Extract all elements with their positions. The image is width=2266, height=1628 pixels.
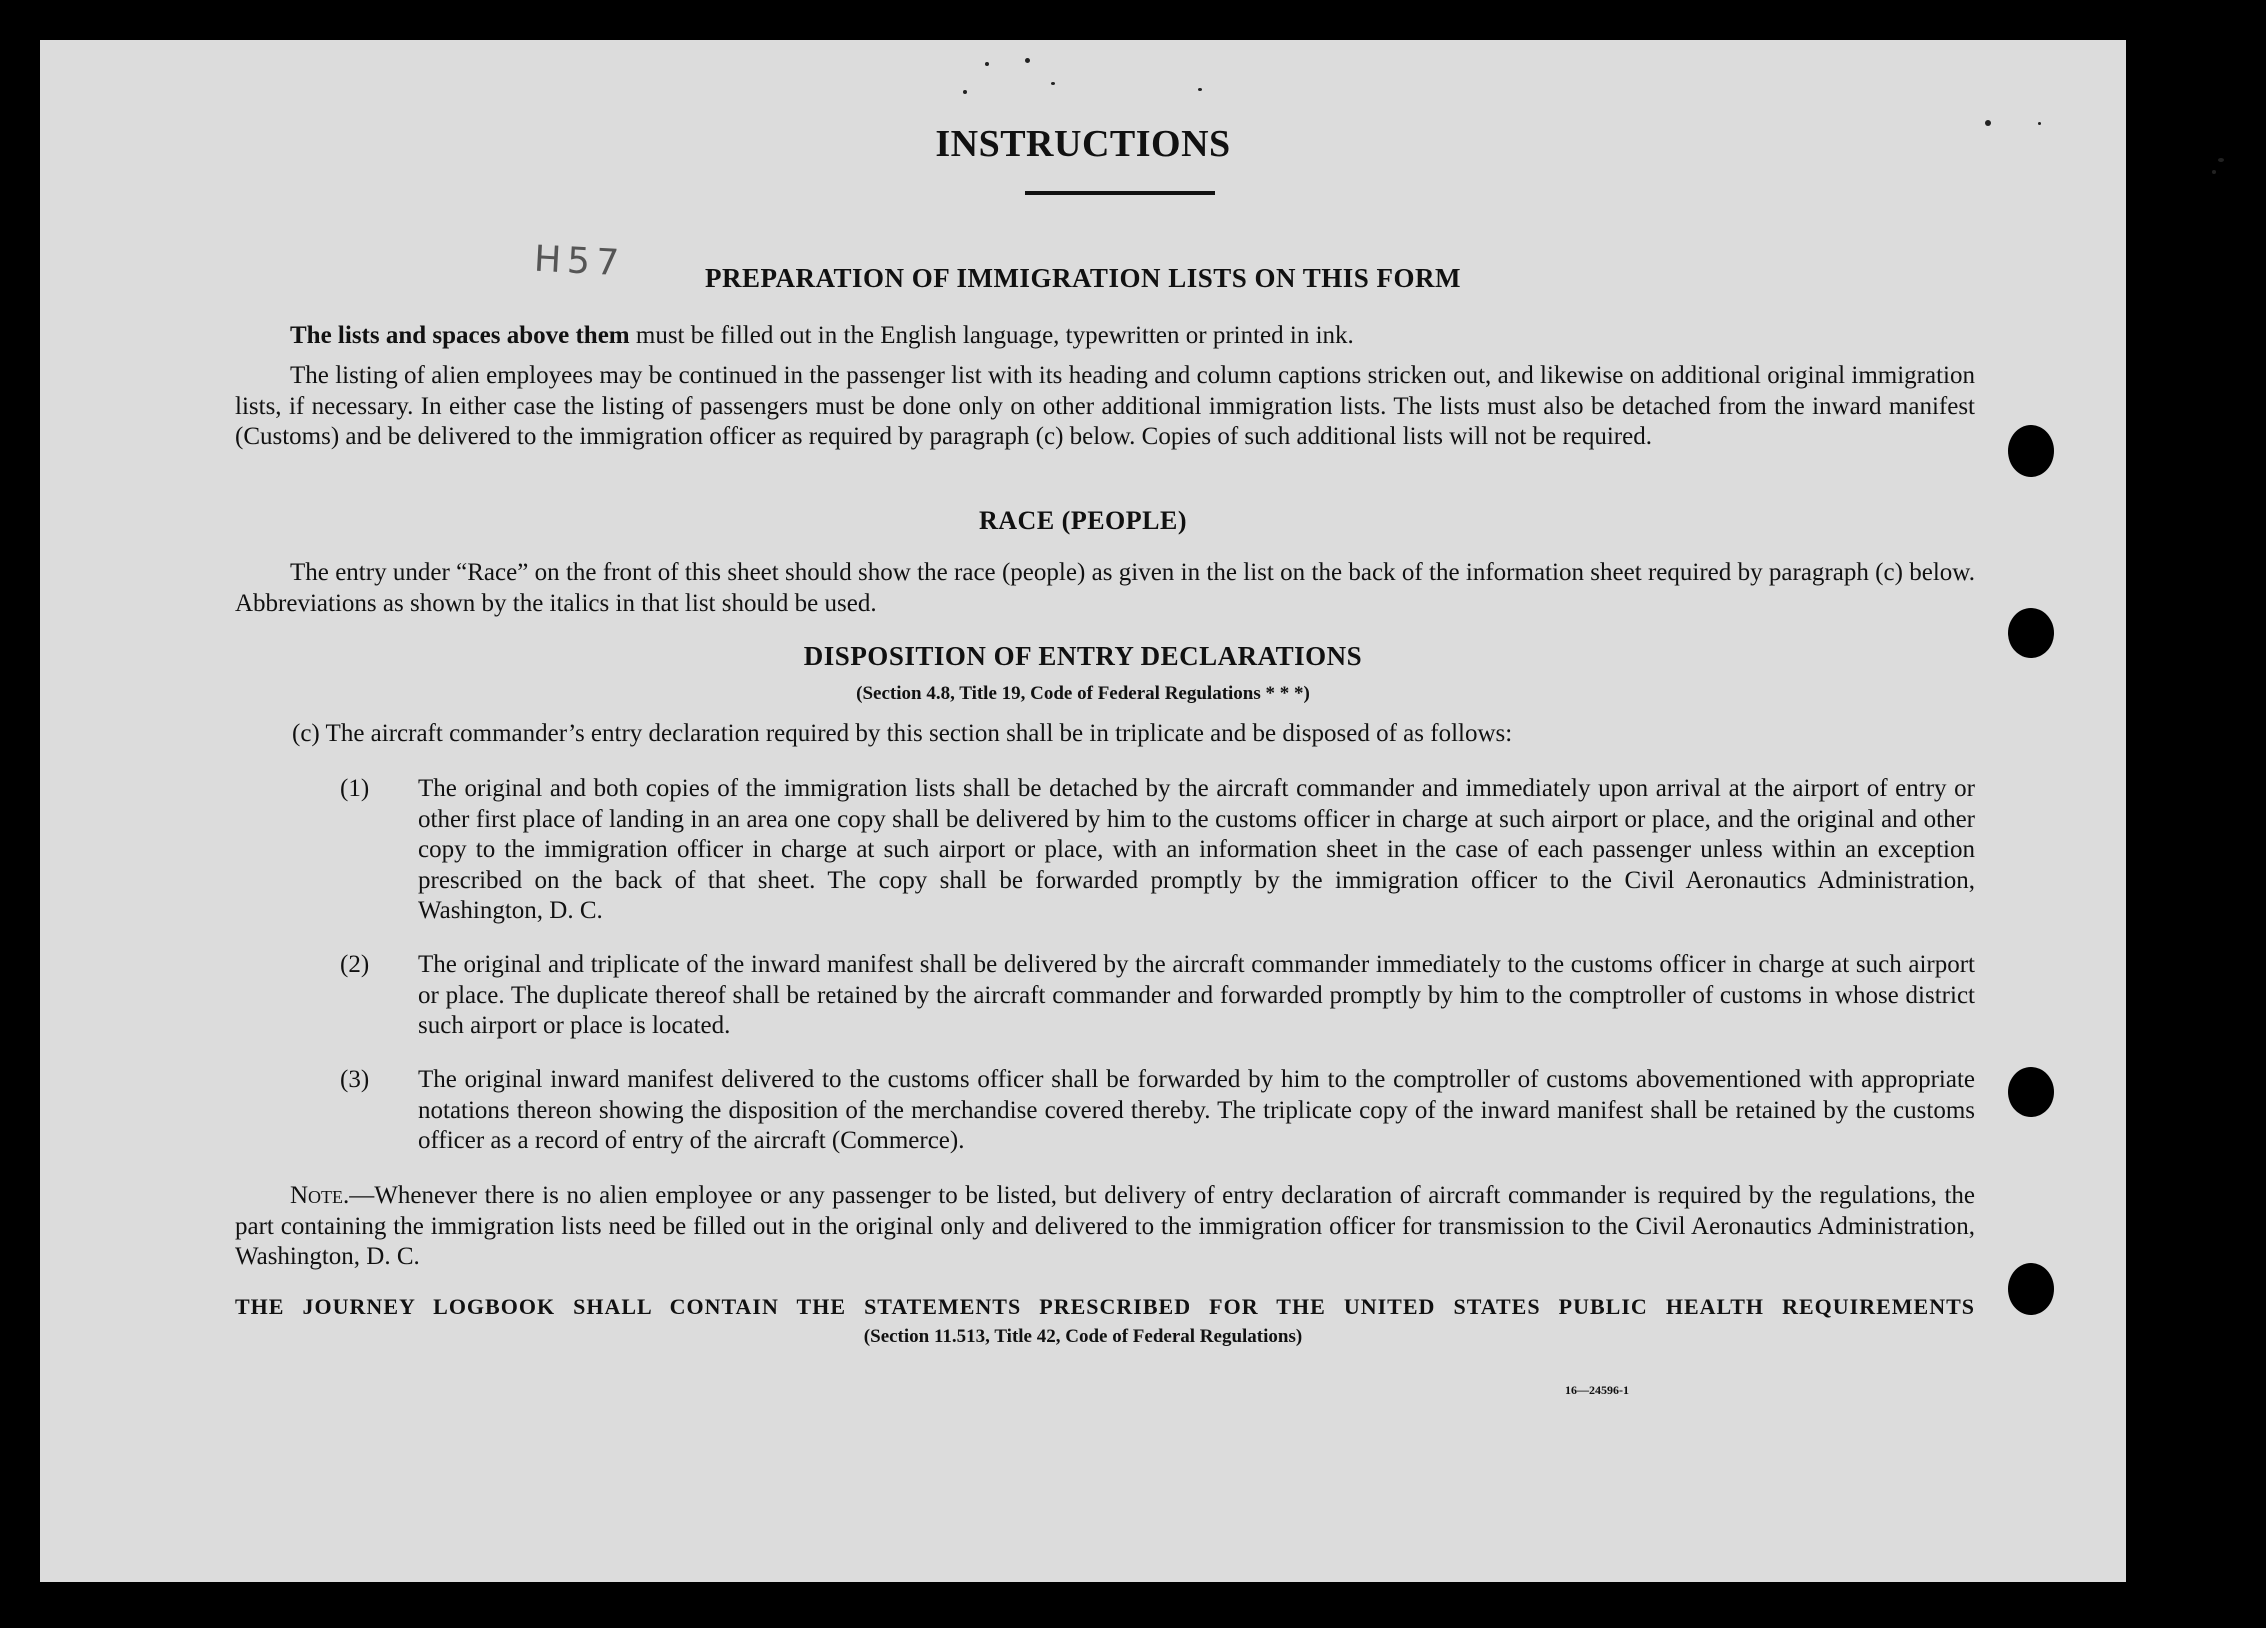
footer-statement: THE JOURNEY LOGBOOK SHALL CONTAIN THE STATEMENTS PRESCRIBED FOR THE UNITED STATES PUBLIC HEALTH REQUIREMENTS bbox=[235, 1294, 1975, 1319]
scan-speck bbox=[2038, 122, 2041, 125]
scan-speck bbox=[985, 62, 989, 66]
preparation-paragraph-1-rest: must be filled out in the English language, typewritten or printed in ink. bbox=[629, 322, 1354, 349]
disposition-heading: DISPOSITION OF ENTRY DECLARATIONS bbox=[803, 641, 1363, 671]
scan-speck bbox=[1985, 120, 1991, 126]
scan-speck bbox=[2212, 170, 2216, 174]
handwritten-mark: H57 bbox=[532, 238, 626, 285]
scan-speck bbox=[1025, 58, 1030, 63]
document-page bbox=[40, 40, 2126, 1582]
item-text: The original and both copies of the immigration lists shall be detached by the aircraft commander and immediately upon arrival at the airport of entry or other first place of landing in an area one copy shall be delivered by him to the customs officer in charge at such airport or place, and the original and other copy to the immigration officer in charge at such airport or place, with an information sheet in the case of each passenger unless within an exception prescribed on the back of that sheet. The copy shall be forwarded promptly by the immigration officer to the Civil Aeronautics Administration, Washington, D. C. bbox=[418, 775, 1975, 924]
page-title: INSTRUCTIONS bbox=[935, 123, 1231, 165]
item-text: The original and triplicate of the inward manifest shall be delivered by the aircraft commander immediately to the customs officer in charge at such airport or place. The duplicate thereof shall be retained by the aircraft commander and forwarded promptly by him to the comptroller of customs in whose district such airport or place is located. bbox=[418, 951, 1975, 1039]
preparation-paragraph-1 bbox=[290, 321, 1990, 352]
disposition-item-1 bbox=[340, 774, 1975, 927]
disposition-item-2 bbox=[340, 950, 1975, 1042]
punch-hole bbox=[2008, 1067, 2054, 1117]
scan-speck bbox=[1198, 88, 1202, 91]
item-number: (3) bbox=[340, 1066, 370, 1093]
scan-speck bbox=[963, 90, 967, 94]
item-number: (1) bbox=[340, 775, 370, 802]
item-number: (2) bbox=[340, 951, 370, 978]
item-text: The original inward manifest delivered to the customs officer shall be forwarded by him to the comptroller of customs abovementioned with appropriate notations thereon showing the disposition of the merchandise covered thereby. The triplicate copy of the inward manifest shall be retained by the customs officer as a record of entry of the aircraft (Commerce). bbox=[418, 1066, 1975, 1154]
note-paragraph bbox=[235, 1181, 1975, 1273]
punch-hole bbox=[2008, 1263, 2054, 1315]
preparation-paragraph-2: The listing of alien employees may be continued in the passenger list with its heading and column captions stricken out, and likewise on additional original immigration lists, if necessary. In either case the listing of passengers must be done only on other additional immigration lists. The lists must also be detached from the inward manifest (Customs) and be delivered to the immigration officer as required by paragraph (c) below. Copies of such additional lists will not be required. bbox=[235, 362, 1975, 450]
footer-citation: (Section 11.513, Title 42, Code of Federal Regulations) bbox=[863, 1326, 1303, 1347]
disposition-paragraph-c: (c) The aircraft commander’s entry declaration required by this section shall be in triplicate and be disposed of as follows: bbox=[292, 720, 1513, 747]
punch-hole bbox=[2008, 608, 2054, 658]
preparation-paragraph-1-lead: The lists and spaces above them bbox=[290, 322, 630, 349]
scan-speck bbox=[1051, 82, 1055, 85]
disposition-citation: (Section 4.8, Title 19, Code of Federal Regulations * * *) bbox=[856, 683, 1310, 704]
scan-speck bbox=[2218, 158, 2224, 162]
race-heading: RACE (PEOPLE) bbox=[979, 506, 1187, 535]
punch-hole bbox=[2008, 425, 2054, 477]
note-text: —Whenever there is no alien employee or any passenger to be listed, but delivery of entry declaration of aircraft commander is required by the regulations, the part containing the immigration lists need be filled out in the original only and delivered to the immigration officer for transmission to the Civil Aeronautics Administration, Washington, D. C. bbox=[235, 1182, 1975, 1270]
note-label: Note. bbox=[290, 1182, 350, 1209]
form-number: 16—24596-1 bbox=[1565, 1383, 1629, 1397]
title-underline bbox=[1025, 191, 1215, 195]
disposition-item-3 bbox=[340, 1065, 1975, 1157]
preparation-heading: PREPARATION OF IMMIGRATION LISTS ON THIS FORM bbox=[704, 263, 1462, 293]
race-paragraph: The entry under “Race” on the front of this sheet should show the race (people) as given in the list on the back of the information sheet required by paragraph (c) below. Abbreviations as shown by the italics in that list should be used. bbox=[235, 559, 1975, 617]
